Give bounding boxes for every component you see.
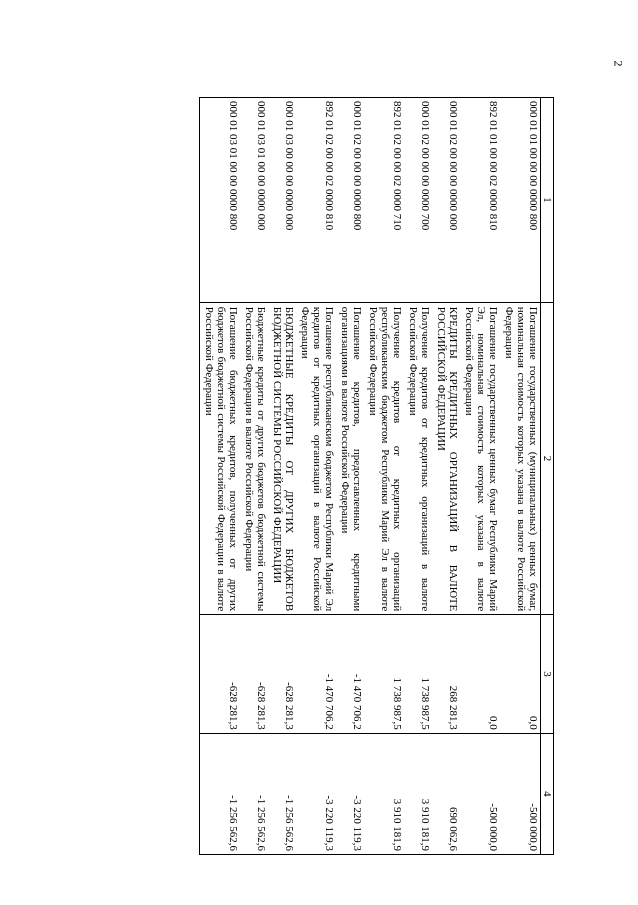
row-value-col4: 3 910 181,9 xyxy=(404,733,432,854)
row-name: Погашение государственных ценных бумаг Республики Марий Эл, номинальная стоимость которых указана в валюте Российской Федерации xyxy=(460,302,500,614)
row-value-col4: 690 062,6 xyxy=(432,733,460,854)
budget-sources-table xyxy=(199,97,554,855)
table-row xyxy=(268,98,296,855)
row-value-col4: -3 220 119,3 xyxy=(336,733,364,854)
row-code: 000 01 02 00 00 00 0000 800 xyxy=(336,98,364,303)
row-code: 000 01 01 00 00 00 0000 800 xyxy=(500,98,541,303)
table-header-row xyxy=(541,98,554,855)
row-value-col4: -1 256 562,6 xyxy=(240,733,268,854)
row-code: 892 01 02 00 00 02 0000 710 xyxy=(364,98,404,303)
row-value-col4: -1 256 562,6 xyxy=(268,733,296,854)
row-value-col3: 1 738 987,5 xyxy=(404,615,432,734)
row-value-col3: -1 470 706,2 xyxy=(336,615,364,734)
row-name: КРЕДИТЫ КРЕДИТНЫХ ОРГАНИЗАЦИЙ В ВАЛЮТЕ РОССИЙСКОЙ ФЕДЕРАЦИИ xyxy=(432,302,460,614)
header-col-2: 2 xyxy=(541,302,554,614)
row-code: 000 01 03 01 00 00 0000 800 xyxy=(200,98,241,303)
rotated-table-sheet xyxy=(78,97,554,855)
row-value-col3: -628 281,3 xyxy=(200,615,241,734)
row-code: 000 01 03 00 00 00 0000 000 xyxy=(268,98,296,303)
row-value-col3: 0,0 xyxy=(500,615,541,734)
row-code: 892 01 02 00 00 02 0000 810 xyxy=(296,98,336,303)
row-value-col3: 0,0 xyxy=(460,615,500,734)
table-row xyxy=(240,98,268,855)
row-value-col3: -628 281,3 xyxy=(268,615,296,734)
row-name: Погашение республиканским бюджетом Республики Марий Эл кредитов от кредитных организаций в валюте Российской Федерации xyxy=(296,302,336,614)
table-row xyxy=(364,98,404,855)
row-code: 000 01 03 01 00 00 0000 000 xyxy=(240,98,268,303)
header-col-4: 4 xyxy=(541,733,554,854)
row-code: 000 01 02 00 00 00 0000 700 xyxy=(404,98,432,303)
table-row xyxy=(200,98,241,855)
table-row xyxy=(500,98,541,855)
row-value-col3: -1 470 706,2 xyxy=(296,615,336,734)
table-row xyxy=(432,98,460,855)
row-name: Погашение кредитов, предоставленных кредитными организациями в валюте Российской Федерации xyxy=(336,302,364,614)
table-row xyxy=(296,98,336,855)
page-number: 2 xyxy=(611,60,626,67)
row-name: Получение кредитов от кредитных организаций в валюте Российской Федерации xyxy=(404,302,432,614)
header-col-1: 1 xyxy=(541,98,554,303)
row-code: 000 01 02 00 00 00 0000 000 xyxy=(432,98,460,303)
row-name: Получение кредитов от кредитных организаций республиканским бюджетом Республики Марий Эл в валюте Российской Федерации xyxy=(364,302,404,614)
row-value-col4: -3 220 119,3 xyxy=(296,733,336,854)
table-row xyxy=(460,98,500,855)
row-value-col4: -500 000,0 xyxy=(460,733,500,854)
row-code: 892 01 01 00 00 02 0000 810 xyxy=(460,98,500,303)
row-name: Бюджетные кредиты от других бюджетов бюджетной системы Российской Федерации в валюте Российской Федерации xyxy=(240,302,268,614)
row-name: Погашение бюджетных кредитов, полученных от других бюджетов бюджетной системы Российской Федерации в валюте Российской Федерации xyxy=(200,302,241,614)
row-value-col4: 3 910 181,9 xyxy=(364,733,404,854)
header-col-3: 3 xyxy=(541,615,554,734)
row-value-col3: 268 281,3 xyxy=(432,615,460,734)
row-value-col3: -628 281,3 xyxy=(240,615,268,734)
row-value-col3: 1 738 987,5 xyxy=(364,615,404,734)
row-name: Погашение государственных (муниципальных) ценных бумаг, номинальная стоимость которых указана в валюте Российской Федерации xyxy=(500,302,541,614)
table-row xyxy=(336,98,364,855)
table-row xyxy=(404,98,432,855)
row-value-col4: -1 256 562,6 xyxy=(200,733,241,854)
row-value-col4: -500 000,0 xyxy=(500,733,541,854)
row-name: БЮДЖЕТНЫЕ КРЕДИТЫ ОТ ДРУГИХ БЮДЖЕТОВ БЮДЖЕТНОЙ СИСТЕМЫ РОССИЙСКОЙ ФЕДЕРАЦИИ xyxy=(268,302,296,614)
